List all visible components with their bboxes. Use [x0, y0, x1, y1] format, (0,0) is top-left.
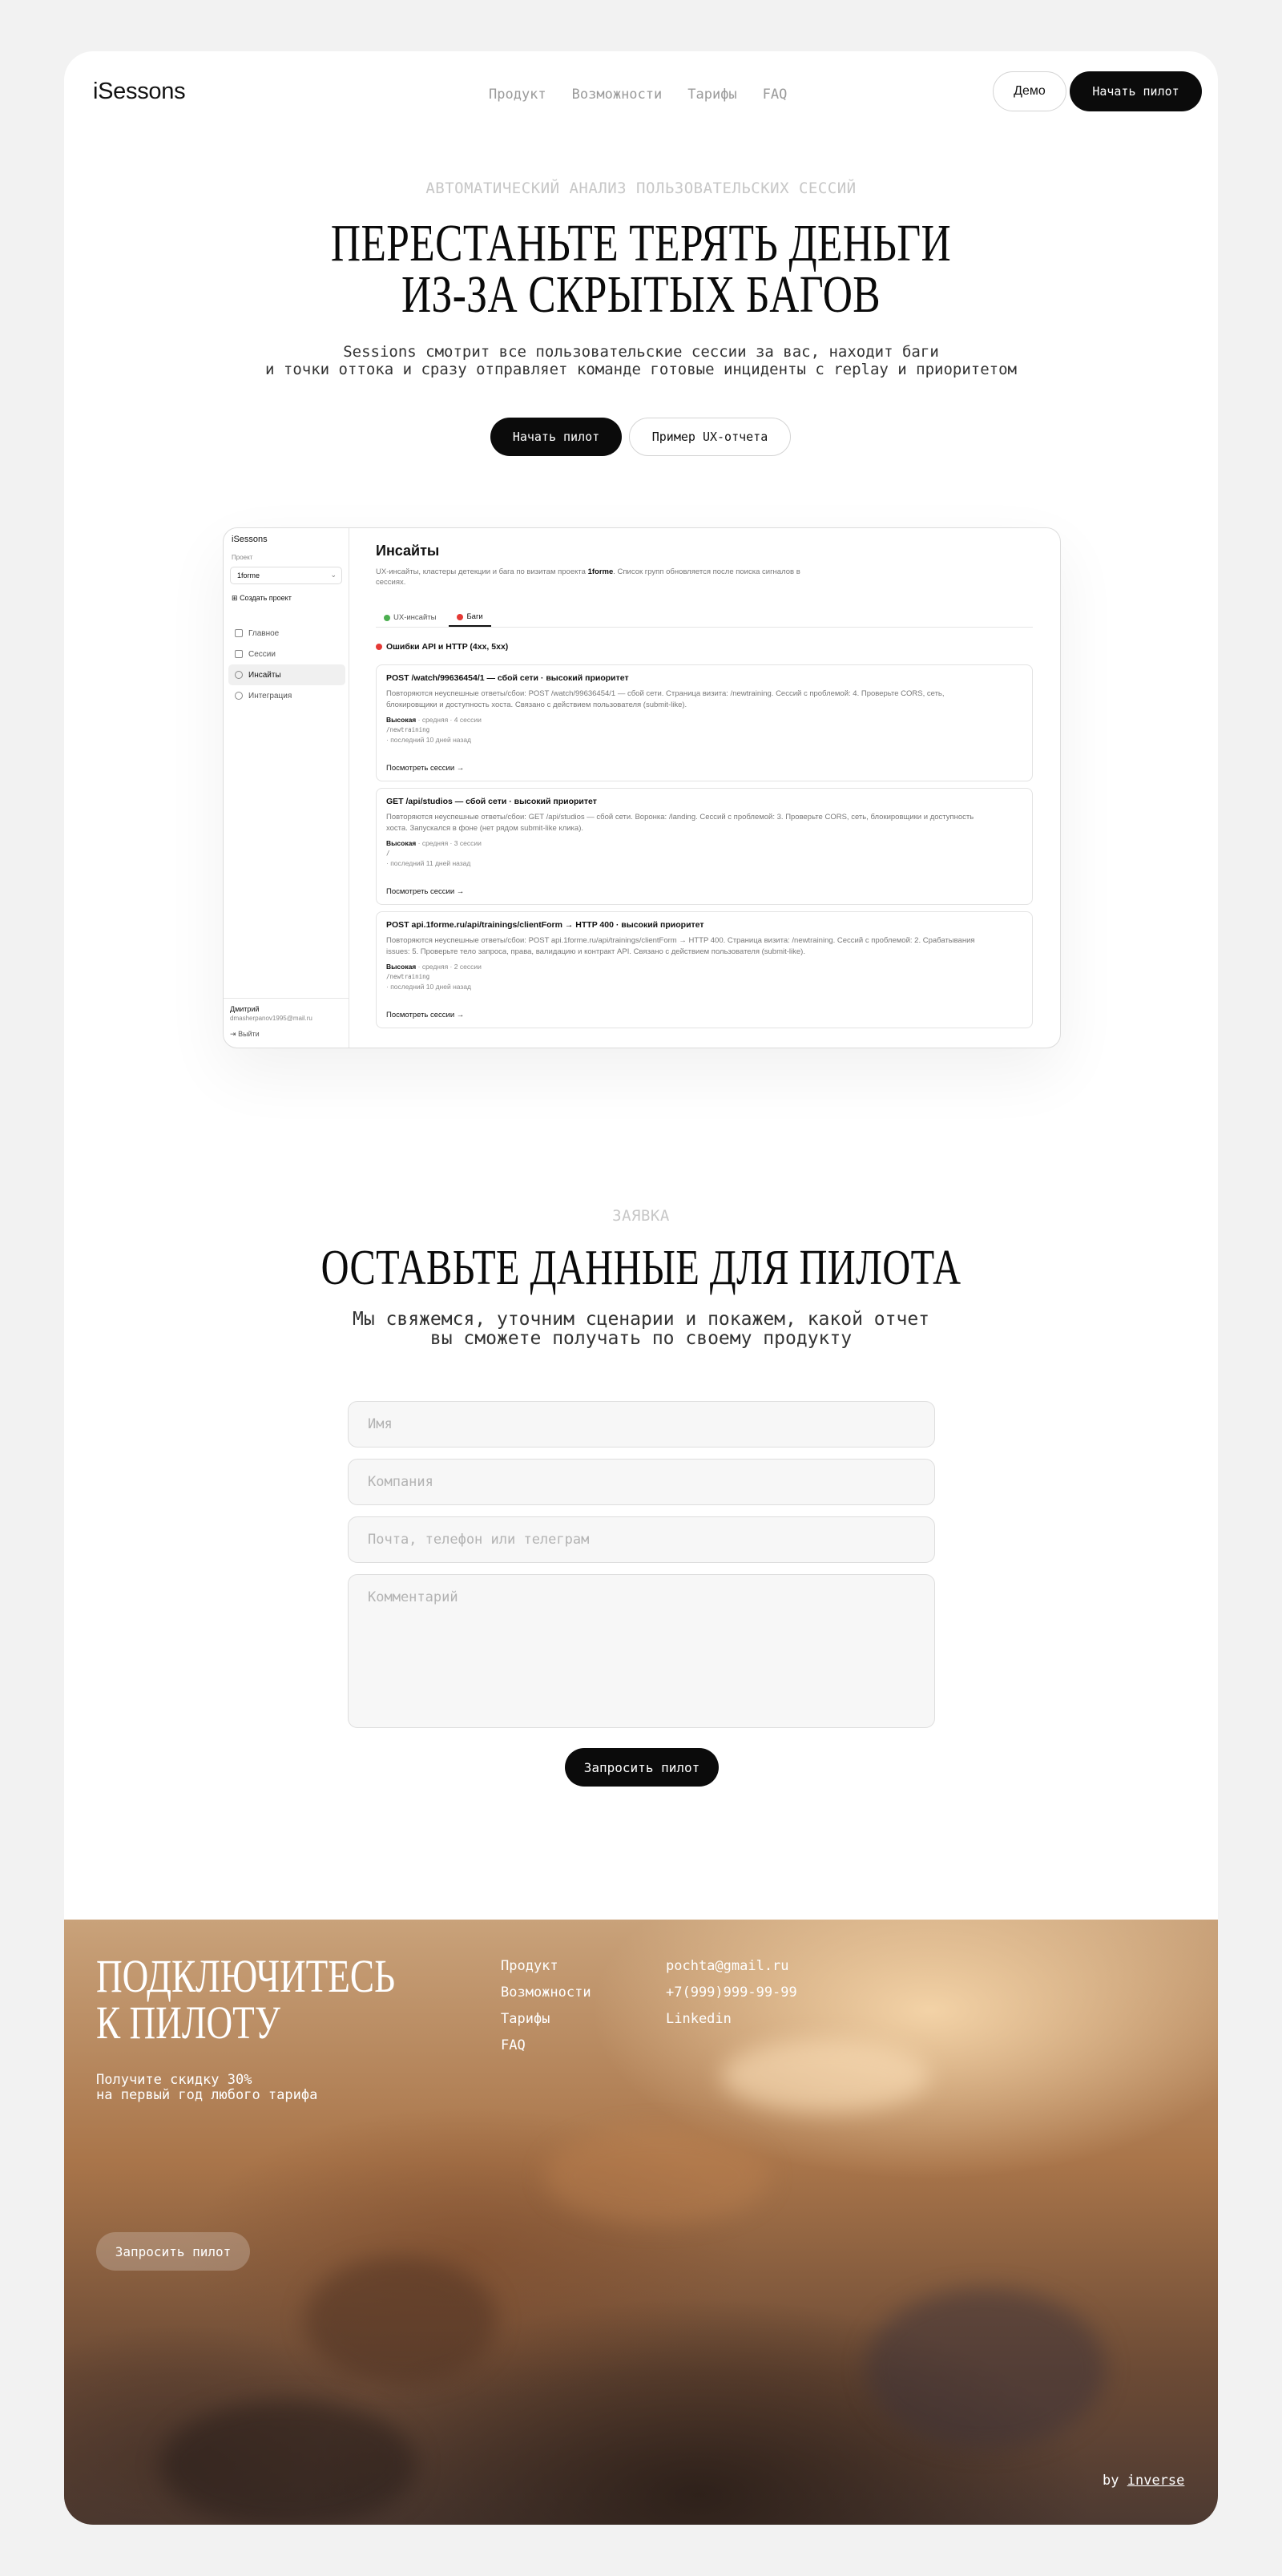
- name-input[interactable]: [348, 1401, 935, 1447]
- incident-view-sessions-link: Посмотреть сессии →: [386, 887, 465, 896]
- red-dot-icon: [457, 614, 463, 620]
- incident-view-sessions-link: Посмотреть сессии →: [386, 764, 465, 773]
- mockup-user-email: dmasherpanov1995@mail.ru: [230, 1015, 312, 1022]
- mockup-tab-bugs-label: Баги: [466, 612, 483, 621]
- background-blur: [865, 2288, 1106, 2449]
- comment-textarea[interactable]: [348, 1574, 935, 1728]
- mockup-desc-pre: UX-инсайты, кластеры детекции и бага по визитам проекта: [376, 567, 588, 576]
- incident-description: Повторяются неуспешные ответы/сбои: GET /api/studios — сбой сети. Воронка: /landing. Сессий с проблемой: 3. Проверьте CORS, сеть, блокировщики и доступность хоста. Запускался в фоне (нет рядом submit-like клика).: [386, 813, 974, 833]
- list-icon: [235, 650, 243, 658]
- chevron-down-icon: ⌄: [330, 571, 337, 579]
- footer-request-pilot-button[interactable]: Запросить пилот: [96, 2232, 250, 2271]
- form-eyebrow: ЗАЯВКА: [612, 1207, 670, 1225]
- footer-credit-prefix: by: [1103, 2473, 1119, 2489]
- hero-title-line-1: ПЕРЕСТАНЬТЕ ТЕРЯТЬ ДЕНЬГИ: [330, 214, 952, 273]
- footer: [64, 1920, 1218, 2525]
- incident-meta-text: · средняя · 2 сессии: [416, 963, 482, 971]
- footer-credit-link[interactable]: inverse: [1127, 2473, 1185, 2489]
- plug-icon: [235, 692, 243, 700]
- mockup-tab-ux-insights: [376, 608, 444, 627]
- hero-eyebrow: АВТОМАТИЧЕСКИЙ АНАЛИЗ ПОЛЬЗОВАТЕЛЬСКИХ СЕССИЙ: [425, 180, 857, 197]
- green-dot-icon: [384, 615, 390, 621]
- background-blur: [160, 2400, 417, 2525]
- request-pilot-submit-button[interactable]: Запросить пилот: [565, 1748, 719, 1787]
- background-blur: [545, 2128, 769, 2224]
- incident-meta: [386, 839, 1022, 847]
- nav-link-product[interactable]: Продукт: [489, 87, 546, 103]
- incident-path: /: [386, 850, 390, 857]
- footer-credit: [1103, 2473, 1184, 2489]
- incident-title: POST api.1forme.ru/api/trainings/clientForm → HTTP 400 · высокий приоритет: [386, 920, 704, 930]
- incident-description: Повторяются неуспешные ответы/сбои: POST /watch/99636454/1 — сбой сети. Страница визита: /newtraining. Сессий с проблемой: 4. Проверьте CORS, сеть, блокировщики и доступность хоста. Связано с действием пользователя (submit-like).: [386, 689, 945, 709]
- incident-last-seen: · последний 10 дней назад: [386, 736, 472, 744]
- mockup-page-description: [376, 567, 808, 587]
- logout-icon: ⇥: [230, 1030, 236, 1038]
- mockup-user-name: Дмитрий: [230, 1005, 260, 1013]
- footer-subtitle: Получите скидку 30% на первый год любого тарифа: [96, 2072, 318, 2103]
- incident-card: [376, 788, 1033, 905]
- mockup-project-label: Проект: [232, 554, 253, 561]
- mockup-create-project: [232, 594, 292, 603]
- mockup-nav-sessions: [228, 644, 345, 664]
- ux-report-example-button[interactable]: Пример UX-отчета: [629, 418, 791, 456]
- incident-title: POST /watch/99636454/1 — сбой сети · высокий приоритет: [386, 673, 629, 683]
- mockup-nav-insights-label: Инсайты: [248, 670, 281, 680]
- mockup-sidebar: [224, 528, 349, 1048]
- lightbulb-icon: [235, 671, 243, 679]
- mockup-project-select: [230, 567, 342, 584]
- incident-meta-text: · средняя · 4 сессии: [416, 716, 482, 724]
- footer-link-features[interactable]: Возможности: [501, 1984, 591, 2001]
- incident-title: GET /api/studios — сбой сети · высокий приоритет: [386, 797, 597, 806]
- incident-last-seen: · последний 10 дней назад: [386, 983, 472, 991]
- logo[interactable]: iSessons: [93, 79, 186, 104]
- form-subtitle: Мы свяжемся, уточним сценарии и покажем, какой отчет вы сможете получать по своему продукту: [352, 1309, 930, 1349]
- hero-subtitle: Sessions смотрит все пользовательские сессии за вас, находит баги и точки оттока и сразу отправляет команде готовые инциденты с replay и приоритетом: [265, 343, 1017, 378]
- mockup-desc-project: 1forme: [587, 567, 614, 576]
- mockup-nav-sessions-label: Сессии: [248, 649, 276, 659]
- mockup-tabs: [376, 608, 1033, 628]
- background-blur: [304, 2256, 497, 2384]
- incident-last-seen: · последний 11 дней назад: [386, 859, 471, 867]
- footer-link-faq[interactable]: FAQ: [501, 2037, 526, 2053]
- incident-severity: Высокая: [386, 839, 417, 847]
- background-blur: [721, 2040, 929, 2112]
- incident-path: /newtraining: [386, 726, 430, 733]
- hero-title-line-2: ИЗ-ЗА СКРЫТЫХ БАГОВ: [401, 265, 881, 324]
- incident-severity: Высокая: [386, 963, 417, 971]
- incident-meta: [386, 716, 1022, 724]
- incident-meta-text: · средняя · 3 сессии: [416, 839, 482, 847]
- mockup-nav-insights: [228, 664, 345, 685]
- mockup-user-block: [224, 998, 349, 1045]
- footer-email[interactable]: pochta@gmail.ru: [666, 1958, 789, 1974]
- contact-input[interactable]: [348, 1516, 935, 1563]
- incident-severity: Высокая: [386, 716, 417, 724]
- red-dot-icon: [376, 644, 382, 650]
- incident-card: [376, 911, 1033, 1028]
- mockup-create-project-label: Создать проект: [240, 594, 292, 602]
- mockup-logout: [230, 1030, 343, 1039]
- main-nav: [489, 87, 787, 103]
- mockup-main: [376, 528, 1041, 1048]
- incident-view-sessions-link: Посмотреть сессии →: [386, 1011, 465, 1019]
- app-screenshot-mockup: [223, 527, 1061, 1048]
- mockup-tab-bugs: [449, 608, 490, 627]
- mockup-project-value: 1forme: [237, 571, 260, 579]
- start-pilot-hero-button[interactable]: Начать пилот: [490, 418, 622, 456]
- mockup-section-title-text: Ошибки API и HTTP (4xx, 5xx): [386, 642, 509, 652]
- mockup-logo: iSessons: [232, 535, 268, 544]
- start-pilot-header-button[interactable]: Начать пилот: [1070, 71, 1202, 111]
- hero-title: [191, 214, 1091, 324]
- incident-path: /newtraining: [386, 973, 430, 980]
- footer-linkedin[interactable]: Linkedin: [666, 2011, 732, 2027]
- grid-icon: [235, 629, 243, 637]
- demo-button[interactable]: Демо: [993, 71, 1066, 111]
- mockup-incidents-list: [376, 664, 1033, 1035]
- form-title: ОСТАВЬТЕ ДАННЫЕ ДЛЯ ПИЛОТА: [320, 1241, 962, 1295]
- mockup-nav-home: [228, 623, 345, 644]
- incident-description: Повторяются неуспешные ответы/сбои: POST api.1forme.ru/api/trainings/clientForm → HTTP 400. Страница визита: /newtraining. Сессий с проблемой: 2. Срабатывания issues: 5. Проверьте тело запроса, права, валидацию и контракт API. Связано с действием пользователя (submit-like).: [386, 936, 975, 956]
- footer-nav: [501, 1958, 591, 2064]
- page-card: [64, 51, 1218, 2525]
- plus-square-icon: ⊞: [232, 594, 238, 602]
- mockup-nav: [228, 623, 345, 706]
- mockup-nav-integration-label: Интеграция: [248, 691, 292, 701]
- footer-contacts: [666, 1958, 797, 2037]
- incident-card: [376, 664, 1033, 781]
- footer-link-pricing[interactable]: Тарифы: [501, 2011, 550, 2027]
- nav-link-features[interactable]: Возможности: [571, 87, 663, 103]
- mockup-desc-post: . Список групп обновляется после поиска сигналов в сессиях.: [376, 567, 800, 587]
- nav-link-pricing[interactable]: Тарифы: [687, 87, 737, 103]
- mockup-nav-home-label: Главное: [248, 628, 280, 638]
- footer-title: ПОДКЛЮЧИТЕСЬ К ПИЛОТУ: [96, 1950, 396, 2049]
- incident-meta: [386, 963, 1022, 971]
- company-input[interactable]: [348, 1459, 935, 1505]
- mockup-page-title: Инсайты: [376, 543, 440, 559]
- mockup-section-title: [376, 642, 508, 652]
- nav-link-faq[interactable]: FAQ: [762, 87, 788, 103]
- mockup-logout-label: Выйти: [238, 1030, 260, 1038]
- footer-link-product[interactable]: Продукт: [501, 1958, 558, 1974]
- mockup-nav-integration: [228, 685, 345, 706]
- footer-phone[interactable]: +7(999)999-99-99: [666, 1984, 797, 2001]
- mockup-tab-ux-insights-label: UX-инсайты: [393, 613, 437, 622]
